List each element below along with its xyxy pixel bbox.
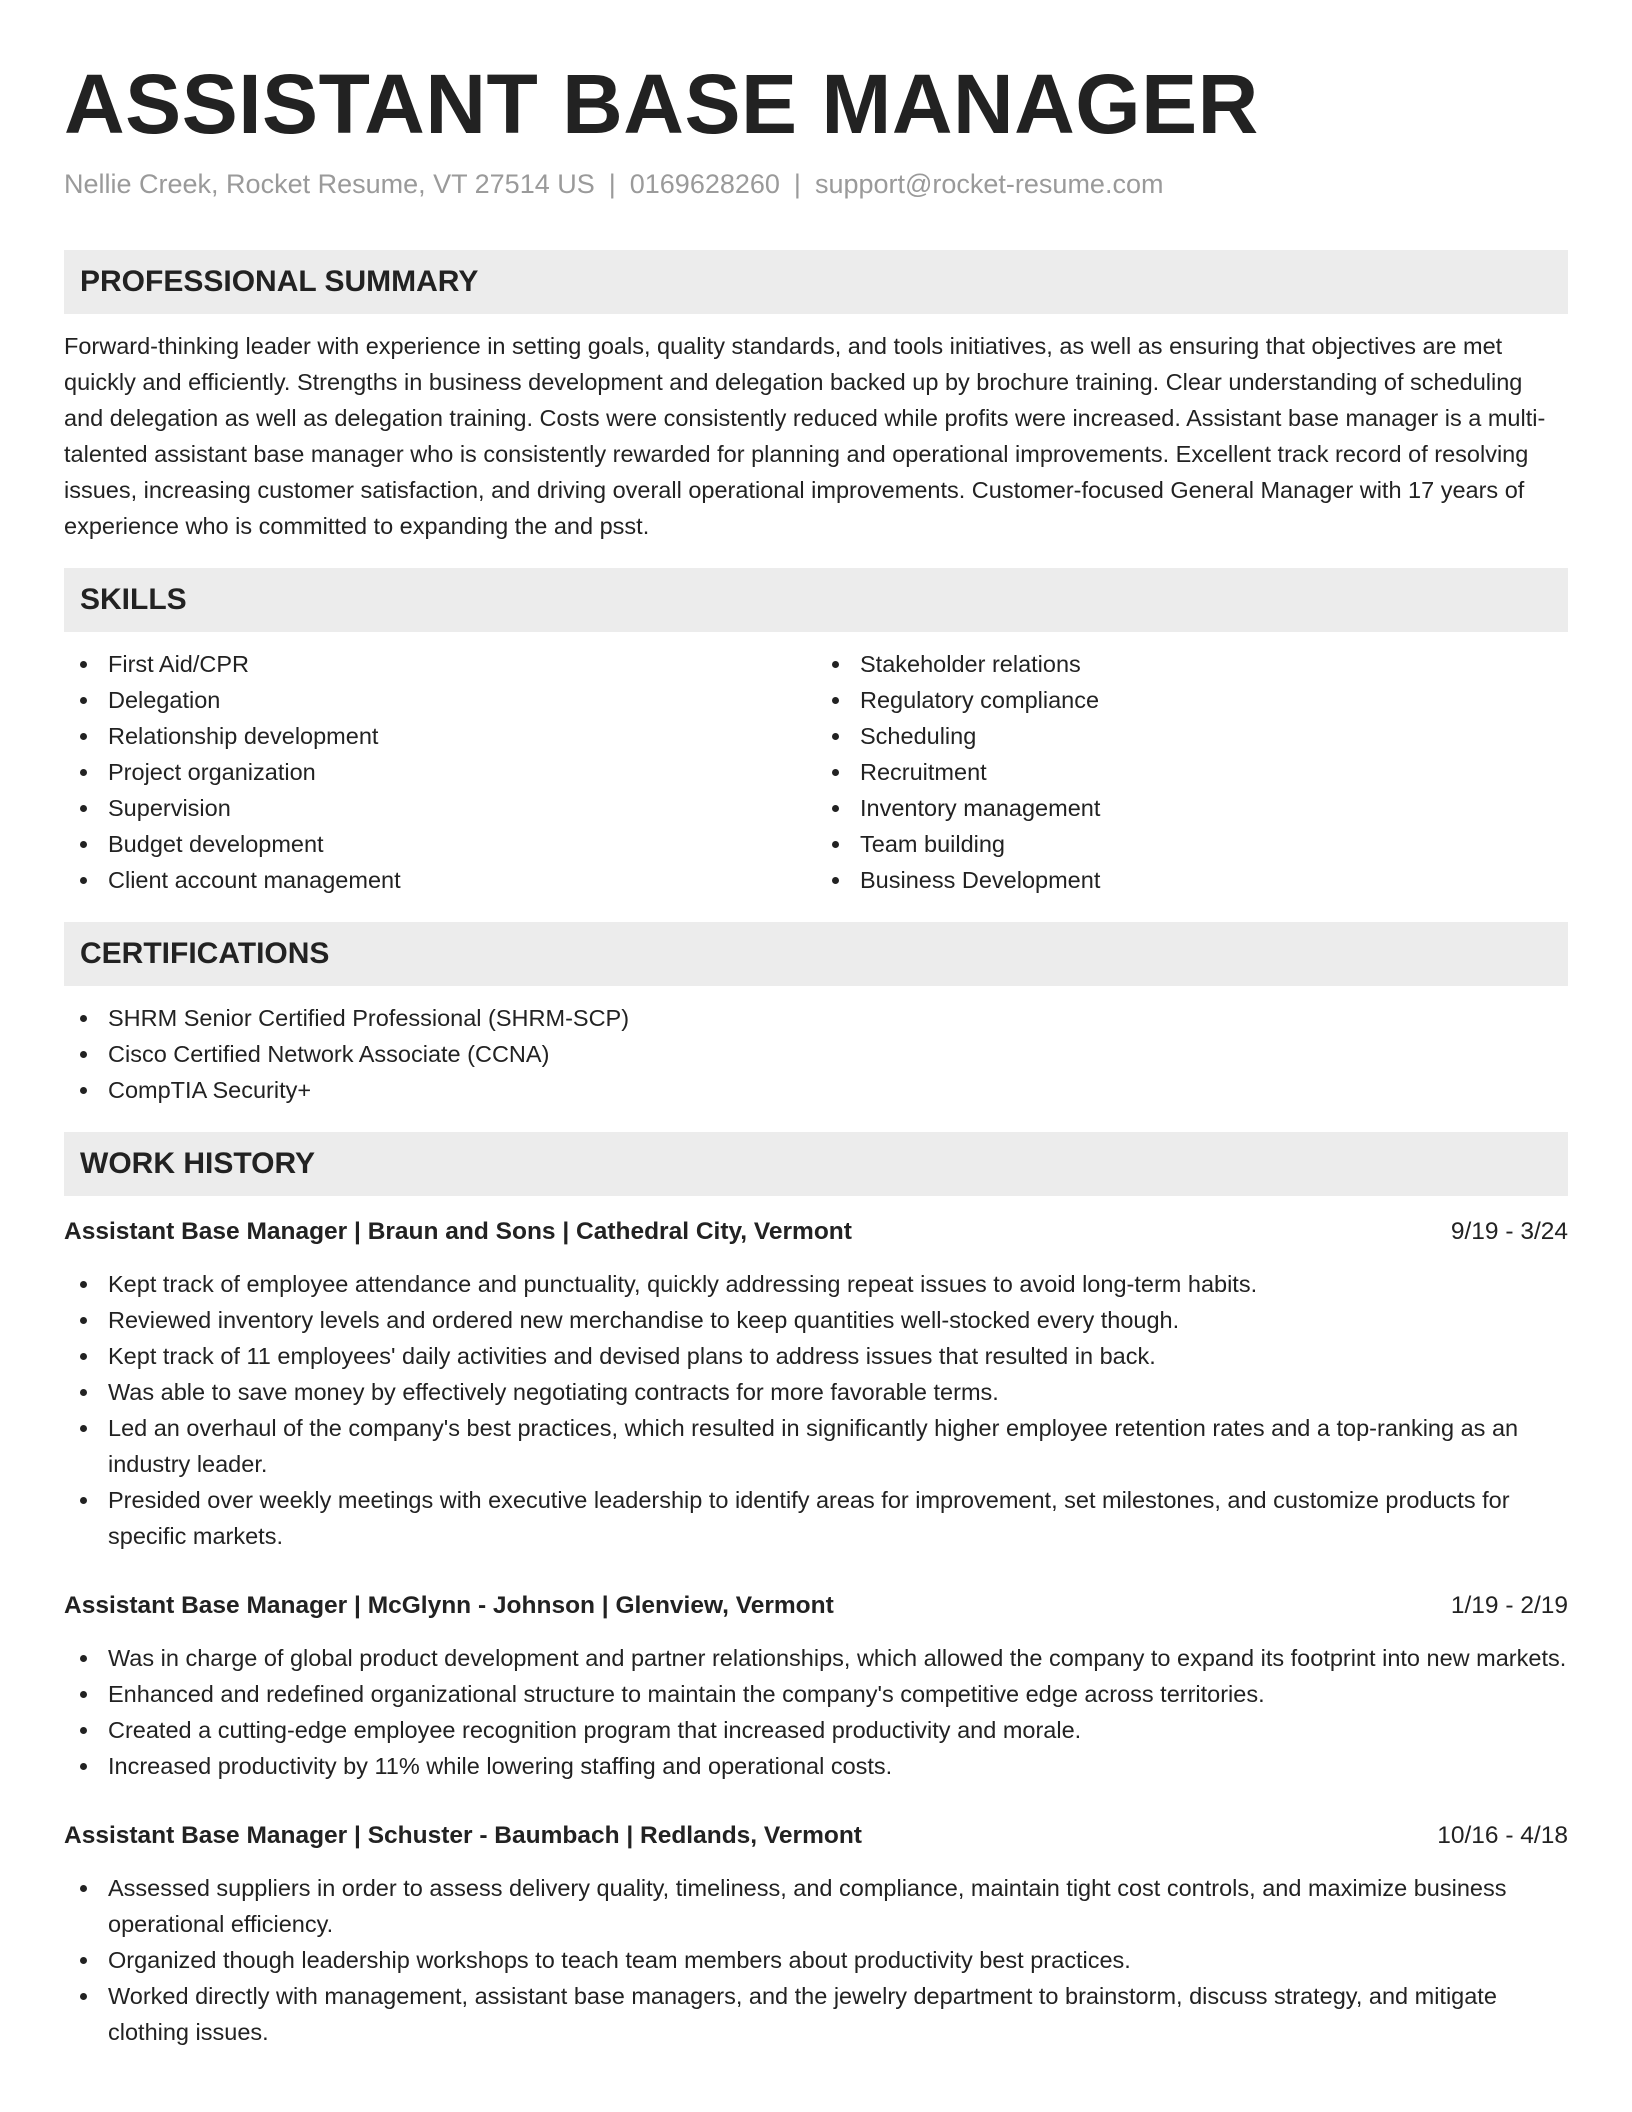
skill-item: Team building — [860, 826, 1568, 862]
skill-item: Business Development — [860, 862, 1568, 898]
skills-columns — [64, 646, 1568, 898]
job-bullets — [64, 1266, 1568, 1554]
job-bullet: Worked directly with management, assistant base managers, and the jewelry department to brainstorm, discuss strategy, and mitigate clothing issues. — [108, 1978, 1568, 2050]
skills-heading: SKILLS — [64, 568, 1568, 632]
job-entry — [64, 1818, 1568, 2050]
skill-item: Supervision — [108, 790, 816, 826]
skill-item: Recruitment — [860, 754, 1568, 790]
job-header — [64, 1214, 1568, 1250]
certifications-heading: CERTIFICATIONS — [64, 922, 1568, 986]
skills-list-right — [816, 646, 1568, 898]
job-bullet: Led an overhaul of the company's best practices, which resulted in significantly higher employee retention rates and a top-ranking as an industry leader. — [108, 1410, 1568, 1482]
job-bullet: Was able to save money by effectively negotiating contracts for more favorable terms. — [108, 1374, 1568, 1410]
job-bullet: Increased productivity by 11% while lowering staffing and operational costs. — [108, 1748, 1568, 1784]
skill-item: Client account management — [108, 862, 816, 898]
certification-item: Cisco Certified Network Associate (CCNA) — [108, 1036, 1568, 1072]
job-entry — [64, 1214, 1568, 1554]
skill-item: Project organization — [108, 754, 816, 790]
contact-line — [64, 166, 1568, 202]
job-bullet: Enhanced and redefined organizational structure to maintain the company's competitive edge across territories. — [108, 1676, 1568, 1712]
skill-item: Budget development — [108, 826, 816, 862]
job-entry — [64, 1588, 1568, 1784]
job-dates: 10/16 - 4/18 — [1437, 1822, 1568, 1849]
contact-separator: | — [793, 169, 801, 199]
contact-address: Nellie Creek, Rocket Resume, VT 27514 US — [64, 169, 595, 199]
skill-item: First Aid/CPR — [108, 646, 816, 682]
certification-item: CompTIA Security+ — [108, 1072, 1568, 1108]
work-history-heading: WORK HISTORY — [64, 1132, 1568, 1196]
skill-item: Scheduling — [860, 718, 1568, 754]
summary-heading: PROFESSIONAL SUMMARY — [64, 250, 1568, 314]
job-title: Assistant Base Manager | Braun and Sons | Cathedral City, Vermont — [64, 1218, 852, 1245]
job-header — [64, 1818, 1568, 1854]
job-bullet: Assessed suppliers in order to assess delivery quality, timeliness, and compliance, maintain tight cost controls, and maximize business operational efficiency. — [108, 1870, 1568, 1942]
job-bullets — [64, 1870, 1568, 2050]
job-title: Assistant Base Manager | McGlynn - Johnson | Glenview, Vermont — [64, 1592, 834, 1619]
certification-item: SHRM Senior Certified Professional (SHRM-SCP) — [108, 1000, 1568, 1036]
job-bullet: Was in charge of global product development and partner relationships, which allowed the company to expand its footprint into new markets. — [108, 1640, 1568, 1676]
skill-item: Regulatory compliance — [860, 682, 1568, 718]
job-header — [64, 1588, 1568, 1624]
skill-item: Delegation — [108, 682, 816, 718]
job-title: Assistant Base Manager | Schuster - Baumbach | Redlands, Vermont — [64, 1822, 862, 1849]
job-bullet: Created a cutting-edge employee recognition program that increased productivity and morale. — [108, 1712, 1568, 1748]
skill-item: Inventory management — [860, 790, 1568, 826]
job-bullet: Kept track of employee attendance and punctuality, quickly addressing repeat issues to avoid long-term habits. — [108, 1266, 1568, 1302]
skill-item: Stakeholder relations — [860, 646, 1568, 682]
skills-list-left — [64, 646, 816, 898]
job-bullet: Organized though leadership workshops to teach team members about productivity best practices. — [108, 1942, 1568, 1978]
job-dates: 1/19 - 2/19 — [1450, 1592, 1568, 1619]
skill-item: Relationship development — [108, 718, 816, 754]
job-bullet: Reviewed inventory levels and ordered new merchandise to keep quantities well-stocked every though. — [108, 1302, 1568, 1338]
job-bullets — [64, 1640, 1568, 1784]
job-dates: 9/19 - 3/24 — [1450, 1218, 1568, 1245]
contact-phone: 0169628260 — [629, 169, 780, 199]
resume-name: ASSISTANT BASE MANAGER — [64, 57, 1259, 151]
contact-email: support@rocket-resume.com — [814, 169, 1164, 199]
job-bullet: Presided over weekly meetings with executive leadership to identify areas for improvement, set milestones, and customize products for specific markets. — [108, 1482, 1568, 1554]
summary-text: Forward-thinking leader with experience in setting goals, quality standards, and tools initiatives, as well as ensuring that objectives are met quickly and efficiently. Strengths in business development and delegation backed up by brochure training. Clear understanding of scheduling and delegation as well as delegation training. Costs were consistently reduced while profits were increased. Assistant base manager is a multi-talented assistant base manager who is consistently rewarded for planning and operational improvements. Excellent track record of resolving issues, increasing customer satisfaction, and driving overall operational improvements. Customer-focused General Manager with 17 years of experience who is committed to expanding the and psst. — [64, 333, 1546, 539]
contact-separator: | — [608, 169, 616, 199]
certifications-list — [64, 1000, 1568, 1108]
job-bullet: Kept track of 11 employees' daily activities and devised plans to address issues that resulted in back. — [108, 1338, 1568, 1374]
